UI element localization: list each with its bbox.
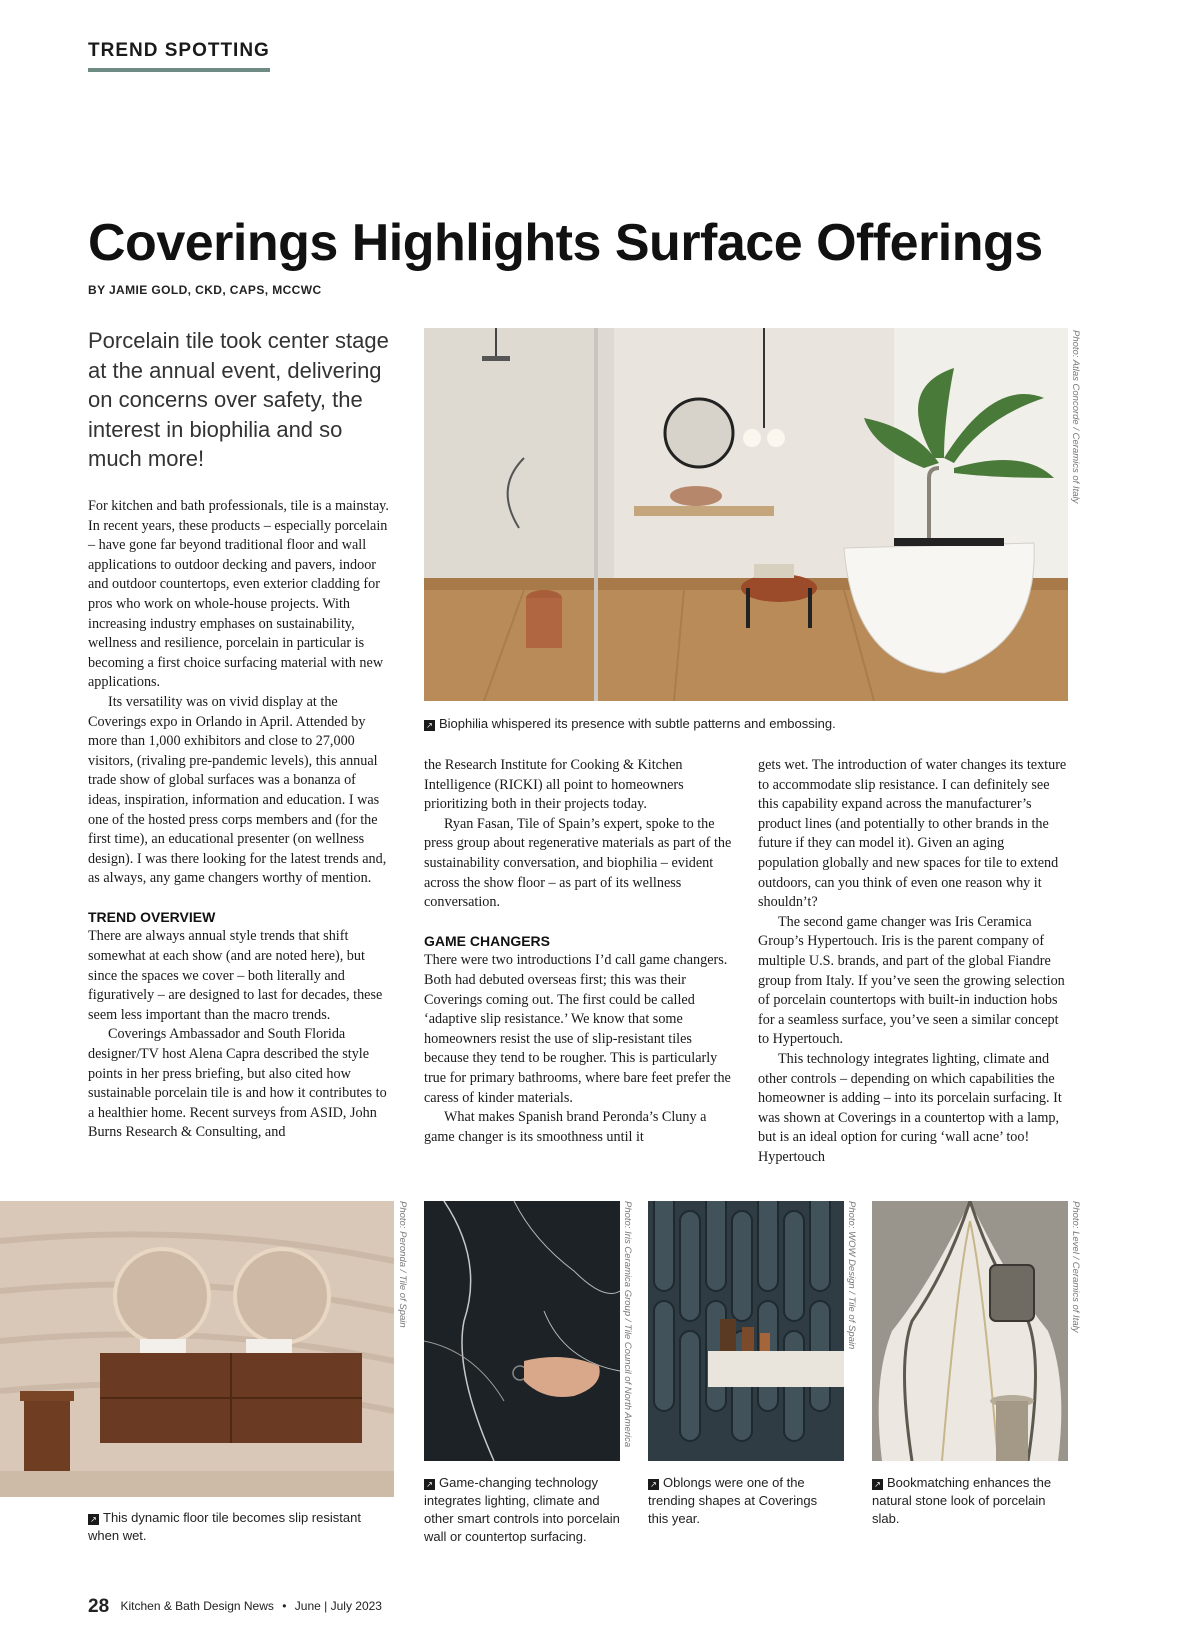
vanity-photo-credit: Photo: Peronda / Tile of Spain: [397, 1201, 408, 1328]
main-bathroom-photo: [424, 328, 1068, 701]
body-paragraph: The second game changer was Iris Ceramica Group’s Hypertouch. Iris is the parent company of multiple U.S. brands, and part of the global Fiandre group from Italy. If you’ve seen the growing selection of porcelain countertops with built-in induction hobs for a seamless surface, you’ve seen a similar concept to Hypertouch.: [758, 913, 1065, 1048]
body-paragraph: Coverings Ambassador and South Florida designer/TV host Alena Capra described the style points in her press briefing, but also cited how sustainable porcelain tile is and how it contributes to a healthier home. Recent surveys from ASID, John Burns Research & Consulting, and: [88, 1026, 387, 1141]
body-paragraph: What makes Spanish brand Peronda’s Cluny a game changer is its smoothness until it: [424, 1109, 707, 1145]
bookmatch-photo-caption: [872, 1474, 1068, 1528]
body-paragraph: Ryan Fasan, Tile of Spain’s expert, spoke to the press group about regenerative materials as part of the sustainability conversation, and biophilia – evident across the show floor – as part of its wellness conversation.: [424, 815, 732, 911]
issue-date: June | July 2023: [294, 1599, 382, 1613]
vanity-photo: [0, 1201, 394, 1497]
byline: BY JAMIE GOLD, CKD, CAPS, MCCWC: [88, 283, 322, 297]
marble-photo-credit: Photo: Iris Ceramica Group / Tile Council of North America: [622, 1201, 633, 1448]
marble-hypertouch-photo: [424, 1201, 620, 1461]
arrow-up-right-icon: ↗: [88, 1514, 99, 1525]
publication-name: Kitchen & Bath Design News: [120, 1599, 274, 1613]
vanity-photo-caption-text: This dynamic floor tile becomes slip resistant when wet.: [88, 1510, 361, 1543]
arrow-up-right-icon: ↗: [424, 720, 435, 731]
body-paragraph: There were two introductions I’d call game changers. Both had debuted overseas first; this was their Coverings coming out. The first could be called ‘adaptive slip resistance.’ We know that some homeowners resist the use of slip-resistant tiles because they tend to be rougher. This is particularly true for primary bathrooms, where bare feet prefer the caress of kinder materials.: [424, 952, 731, 1106]
body-column-3: [758, 756, 1068, 1167]
oblong-photo-caption-text: Oblongs were one of the trending shapes at Coverings this year.: [648, 1475, 818, 1526]
main-bathroom-illustration: [424, 328, 1068, 701]
page-footer: [88, 1596, 382, 1618]
vanity-illustration: [0, 1201, 394, 1497]
main-photo-caption: [424, 715, 1074, 733]
footer-separator: •: [282, 1599, 287, 1613]
body-column-2: [424, 756, 734, 1147]
body-paragraph: gets wet. The introduction of water changes its texture to accommodate slip resistance. I can definitely see this capability expand across the manufacturer’s product lines (and potentially to other brands in the future if they can model it). Given an aging population globally and new spaces for tile to extend outdoors, can you think of even one reason why it shouldn’t?: [758, 757, 1067, 911]
arrow-up-right-icon: ↗: [424, 1479, 435, 1490]
section-tag: TREND SPOTTING: [88, 40, 270, 72]
deck-intro: Porcelain tile took center stage at the annual event, delivering on concerns over safety, the interest in biophilia and so much more!: [88, 328, 389, 471]
oblong-illustration: [648, 1201, 844, 1461]
bookmatch-slab-photo: [872, 1201, 1068, 1461]
body-paragraph: Its versatility was on vivid display at the Coverings expo in Orlando in April. Attended by more than 1,000 exhibitors and close to 27,000 visitors, (rivaling pre-pandemic levels), this annual trade show of global surfaces was a bonanza of ideas, inspiration, information and education. I was one of the hosted press corps members and (for the first time), an educational presenter (on wellness design). I was there looking for the latest trends and, as always, any game changers worthy of mention.: [88, 693, 387, 887]
oblong-photo-caption: [648, 1474, 838, 1528]
oblong-photo-credit: Photo: WOW Design / Tile of Spain: [846, 1201, 857, 1350]
oblong-tiles-photo: [648, 1201, 844, 1461]
marble-illustration: [424, 1201, 620, 1461]
main-photo-credit: Photo: Atlas Concorde / Ceramics of Italy: [1070, 330, 1081, 504]
marble-photo-caption: [424, 1474, 629, 1546]
body-paragraph: For kitchen and bath professionals, tile is a mainstay. In recent years, these products – especially porcelain – have gone far beyond traditional floor and wall applications to outdoor decking and pavers, indoor and outdoor countertops, even exterior cladding for pros who work on whole-house projects. With increasing industry emphases on sustainability, wellness and resilience, porcelain in particular is becoming a first choice surfacing material with new applications.: [88, 498, 389, 691]
body-paragraph: the Research Institute for Cooking & Kitchen Intelligence (RICKI) all point to homeowners prioritizing both in their projects today.: [424, 757, 684, 813]
main-photo-caption-text: Biophilia whispered its presence with subtle patterns and embossing.: [439, 716, 836, 731]
body-paragraph: This technology integrates lighting, climate and other controls – depending on which capabilities the homeowner is adding – into its porcelain surfacing. It was shown at Coverings in a countertop with a lamp, but is an ideal option for curing ‘wall acne’ too! Hypertouch: [758, 1050, 1062, 1165]
subhead-game-changers: GAME CHANGERS: [424, 932, 551, 949]
arrow-up-right-icon: ↗: [648, 1479, 659, 1490]
headline: Coverings Highlights Surface Offerings: [88, 214, 1043, 272]
vanity-photo-caption: [88, 1509, 368, 1545]
arrow-up-right-icon: ↗: [872, 1479, 883, 1490]
body-paragraph: There are always annual style trends that shift somewhat at each show (and are noted here), but since the spaces we cover – both literally and figuratively – are designed to last for decades, these seem less important than the macro trends.: [88, 928, 383, 1023]
bookmatch-photo-caption-text: Bookmatching enhances the natural stone look of porcelain slab.: [872, 1475, 1052, 1526]
page-number: 28: [88, 1596, 110, 1617]
subhead-trend-overview: TREND OVERVIEW: [88, 908, 216, 925]
marble-photo-caption-text: Game-changing technology integrates lighting, climate and other smart controls into porcelain wall or countertop surfacing.: [424, 1475, 620, 1544]
body-column-1: [88, 497, 390, 1143]
bookmatch-photo-credit: Photo: Level / Ceramics of Italy: [1070, 1201, 1081, 1333]
bookmatch-illustration: [872, 1201, 1068, 1461]
